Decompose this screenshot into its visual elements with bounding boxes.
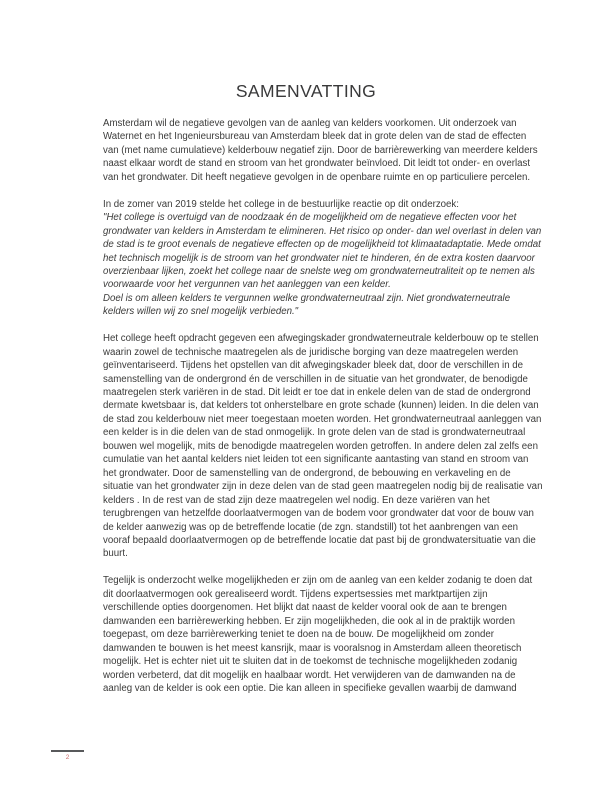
paragraph-college-quote xyxy=(103,198,544,319)
paragraph-introduction xyxy=(103,117,544,184)
paragraph-text: Tegelijk is onderzocht welke mogelijkheden er zijn om de aanleg van een kelder zodanig te doen dat dit doorlaatvermogen ook gerealiseerd wordt. Tijdens expertsessies met marktpartijen zijn verschillende opties doorgenomen. Het blijkt dat naast de kelder vooral ook de aan te brengen damwanden een barrièrewerking hebben. Er zijn mogelijkheden, die ook al in de praktijk worden toegepast, om deze barrièrewerking teniet te doen na de bouw. De mogelijkheid om zonder damwanden te bouwen is het meest kansrijk, maar is vooralsnog in Amsterdam alleen theoretisch mogelijk. Het is echter niet uit te sluiten dat in de toekomst de technische mogelijkheden zodanig worden verbeterd, dat dit mogelijk en haalbaar wordt. Het verwijderen van de damwanden na de aanleg van de kelder is ook een optie. Die kan alleen in specifieke gevallen waarbij de damwand xyxy=(103,575,533,694)
document-body xyxy=(103,117,544,709)
footer-divider xyxy=(51,750,84,752)
quote-text-part-2: Doel is om alleen kelders te vergunnen welke grondwaterneutraal zijn. Niet grondwaterneutrale kelders willen wij zo snel mogelijk verbieden." xyxy=(103,292,511,318)
quote-intro-line: In de zomer van 2019 stelde het college in de bestuurlijke reactie op dit onderzoek: xyxy=(103,198,459,210)
page-number: 2 xyxy=(65,754,70,761)
paragraph-afwegingskader xyxy=(103,332,544,561)
paragraph-text: Amsterdam wil de negatieve gevolgen van de aanleg van kelders voorkomen. Uit onderzoek van Waternet en het Ingenieursbureau van Amsterdam bleek dat in grote delen van de stad de effecten van (met name cumulatieve) kelderbouw negatief zijn. Door de barrièrewerking van meerdere kelders naast elkaar wordt de stand en stroom van het grondwater beïnvloed. Dit leidt tot onder- en overlast van het grondwater. Dit heeft negatieve gevolgen in de openbare ruimte en op particuliere percelen. xyxy=(103,118,538,183)
page-title: SAMENVATTING xyxy=(235,81,377,101)
quote-text-part-1: "Het college is overtuigd van de noodzaak én de mogelijkheid om de negatieve effecten voor het grondwater van kelders in Amsterdam te elimineren. Het risico op onder- dan wel overlast in delen van de stad is te groot evenals de negatieve effecten op de mogelijkheid tot klimaatadaptatie. Mede omdat het technisch mogelijk is de stroom van het grondwater niet te hinderen, én de extra kosten daarvoor overzienbaar lijken, zoekt het college naar de snelste weg om grondwaterneutraliteit op te nemen als voorwaarde voor het vergunnen van het aanleggen van een kelder. xyxy=(103,212,542,291)
paragraph-technical-options xyxy=(103,574,544,695)
paragraph-text: Het college heeft opdracht gegeven een afwegingskader grondwaterneutrale kelderbouw op te stellen waarin zowel de technische maatregelen als de juridische borging van deze maatregelen werden geïnventariseerd. Tijdens het opstellen van dit afwegingskader bleek dat, door de verschillen in de samenstelling van de ondergrond én de verschillen in de situatie van het grondwater, de benodigde maatregelen sterk variëren in de stad. Dit leidt er toe dat in enkele delen van de stad de ondergrond dermate kwetsbaar is, dat kelders tot onherstelbare en grote schade (kunnen) leiden. In die delen van de stad zou kelderbouw niet meer toegestaan moeten worden. Het grondwaterneutraal aanleggen van een kelder is in die delen van de stad onmogelijk. In grote delen van de stad is grondwaterneutraal bouwen wel mogelijk, mits de benodigde maatregelen worden getroffen. In andere delen zal zelfs een cumulatie van het aantal kelders niet leiden tot een significante aantasting van stand en stroom van het grondwater. Door de samenstelling van de ondergrond, de bebouwing en verkaveling en de situatie van het grondwater zijn in deze delen van de stad geen maatregelen nodig bij de realisatie van kelders . In de rest van de stad zijn deze maatregelen wel nodig. En deze variëren van het terugbrengen van hetzelfde doorlaatvermogen van de bodem voor grondwater dat voor de bouw van de kelder aanwezig was op de betreffende locatie (de zgn. standstill) tot het aanbrengen van een vooraf bepaald doorlaatvermogen op de betreffende locatie dat past bij de grondwatersituatie van die buurt. xyxy=(103,333,543,560)
